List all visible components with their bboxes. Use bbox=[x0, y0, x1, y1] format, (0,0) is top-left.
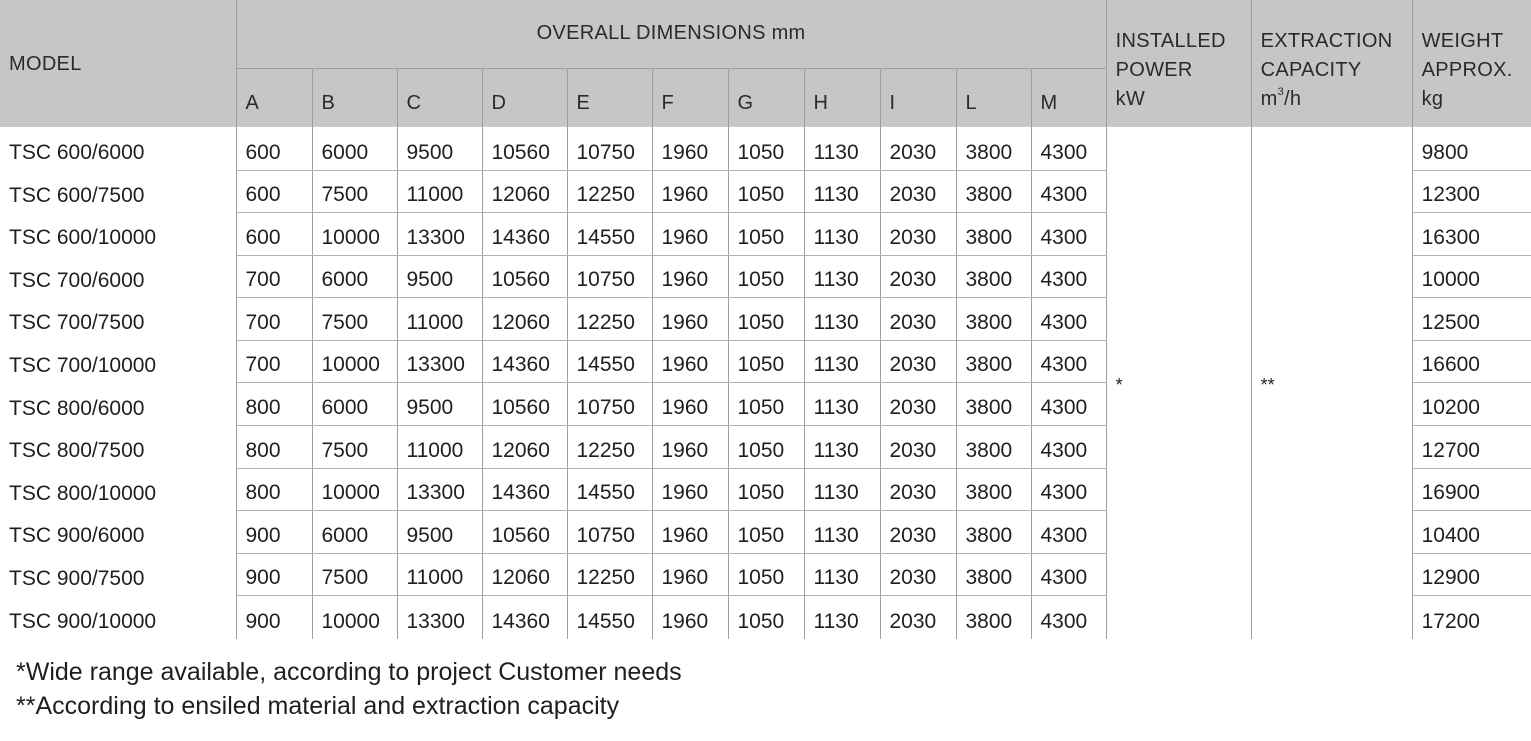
weight-cell: 17200 bbox=[1421, 609, 1480, 633]
dimension-cell-a: 900 bbox=[236, 553, 312, 596]
dimension-cell-e: 12250 bbox=[567, 426, 652, 469]
dimension-cell-e: 14550 bbox=[567, 596, 652, 639]
dimension-cell-l: 3800 bbox=[956, 553, 1031, 596]
dimension-cell-a: 800 bbox=[236, 468, 312, 511]
dimension-header-a: A bbox=[236, 68, 312, 127]
dimension-cell-l: 3800 bbox=[956, 511, 1031, 554]
dimension-cell-i: 2030 bbox=[880, 170, 956, 213]
dimension-cell-b: 10000 bbox=[312, 468, 397, 511]
dimension-cell-e: 10750 bbox=[567, 127, 652, 170]
dimension-header-c: C bbox=[397, 68, 482, 127]
installed-power-header bbox=[1106, 0, 1251, 127]
dimension-cell-b: 6000 bbox=[312, 511, 397, 554]
dimension-cell-i: 2030 bbox=[880, 255, 956, 298]
dimension-cell-f: 1960 bbox=[652, 213, 728, 256]
dimension-cell-m: 4300 bbox=[1031, 213, 1106, 256]
dimension-cell-f: 1960 bbox=[652, 170, 728, 213]
dimension-cell-b: 6000 bbox=[312, 383, 397, 426]
table-body bbox=[0, 127, 1531, 639]
model-cell: TSC 600/7500 bbox=[0, 170, 236, 213]
dimension-cell-f: 1960 bbox=[652, 383, 728, 426]
dimension-cell-h: 1130 bbox=[804, 596, 880, 639]
dimension-cell-m: 4300 bbox=[1031, 170, 1106, 213]
dimension-cell-f: 1960 bbox=[652, 596, 728, 639]
dimension-cell-c: 9500 bbox=[397, 383, 482, 426]
dimension-cell-b: 6000 bbox=[312, 127, 397, 170]
dimension-cell-b: 7500 bbox=[312, 553, 397, 596]
weight-cell: 12700 bbox=[1412, 426, 1531, 469]
dimension-cell-i: 2030 bbox=[880, 298, 956, 341]
dimension-cell-g: 1050 bbox=[728, 170, 804, 213]
dimension-cell-g: 1050 bbox=[728, 383, 804, 426]
model-cell: TSC 600/10000 bbox=[0, 213, 236, 256]
extraction-capacity-header-line2: CAPACITY bbox=[1260, 59, 1362, 81]
dimension-cell-a: 800 bbox=[236, 426, 312, 469]
dimension-cell-a: 600 bbox=[236, 170, 312, 213]
table-header bbox=[0, 0, 1531, 127]
dimension-cell-i: 2030 bbox=[880, 340, 956, 383]
unit-exponent: 3 bbox=[1277, 86, 1284, 98]
dimension-cell-d: 12060 bbox=[482, 298, 567, 341]
dimension-cell-m: 4300 bbox=[1031, 298, 1106, 341]
dimension-cell-h: 1130 bbox=[804, 383, 880, 426]
footnote-extraction-capacity: **According to ensiled material and extraction capacity bbox=[16, 692, 620, 720]
footnotes bbox=[16, 655, 682, 723]
dimension-cell-e: 10750 bbox=[567, 383, 652, 426]
dimension-cell-b: 7500 bbox=[312, 426, 397, 469]
model-header: MODEL bbox=[0, 0, 236, 127]
dimension-cell-c: 9500 bbox=[397, 255, 482, 298]
model-cell: TSC 800/10000 bbox=[0, 468, 236, 511]
dimension-cell-e: 14550 bbox=[567, 340, 652, 383]
dimension-cell-m: 4300 bbox=[1031, 255, 1106, 298]
dimension-cell-b: 6000 bbox=[312, 255, 397, 298]
weight-cell: 9800 bbox=[1412, 127, 1531, 170]
dimension-cell-m: 4300 bbox=[1031, 340, 1106, 383]
dimension-cell-m: 4300 bbox=[1031, 426, 1106, 469]
weight-cell: 16600 bbox=[1412, 340, 1531, 383]
dimension-cell-e: 12250 bbox=[567, 553, 652, 596]
dimension-cell-a: 900 bbox=[236, 596, 312, 639]
dimension-cell-l: 3800 bbox=[956, 170, 1031, 213]
dimension-cell-g: 1050 bbox=[728, 127, 804, 170]
dimension-cell-c: 11000 bbox=[397, 298, 482, 341]
dimension-cell-a: 800 bbox=[236, 383, 312, 426]
dimension-cell-i: 2030 bbox=[880, 468, 956, 511]
dimension-cell-c: 13300 bbox=[397, 340, 482, 383]
dimension-cell-m: 4300 bbox=[1031, 127, 1106, 170]
dimension-cell-d: 10560 bbox=[482, 127, 567, 170]
dimension-cell-e: 12250 bbox=[567, 298, 652, 341]
footnote-installed-power: *Wide range available, according to project Customer needs bbox=[16, 658, 682, 686]
dimension-cell-f: 1960 bbox=[652, 255, 728, 298]
dimension-cell-h: 1130 bbox=[804, 426, 880, 469]
installed-power-cell: * bbox=[1106, 127, 1251, 639]
installed-power-header-line2: POWER bbox=[1115, 59, 1193, 81]
extraction-capacity-cell: ** bbox=[1251, 127, 1412, 639]
dimension-cell-l: 3800 bbox=[956, 426, 1031, 469]
dimension-cell-g: 1050 bbox=[728, 340, 804, 383]
dimension-cell-f: 1960 bbox=[652, 426, 728, 469]
dimension-cell-c: 9500 bbox=[397, 511, 482, 554]
model-cell: TSC 900/10000 bbox=[0, 596, 236, 639]
dimension-header-f: F bbox=[652, 68, 728, 127]
dimension-header-e: E bbox=[567, 68, 652, 127]
weight-cell: 12900 bbox=[1412, 553, 1531, 596]
model-cell: TSC 700/7500 bbox=[0, 298, 236, 341]
dimension-header-b: B bbox=[312, 68, 397, 127]
installed-power-header-unit: kW bbox=[1115, 88, 1146, 110]
dimension-cell-h: 1130 bbox=[804, 213, 880, 256]
dimension-cell-i: 2030 bbox=[880, 596, 956, 639]
dimension-cell-h: 1130 bbox=[804, 468, 880, 511]
dimension-cell-d: 14360 bbox=[482, 596, 567, 639]
dimension-header-l: L bbox=[956, 68, 1031, 127]
dimension-cell-l: 3800 bbox=[956, 468, 1031, 511]
dimension-cell-e: 10750 bbox=[567, 511, 652, 554]
dimension-cell-h: 1130 bbox=[804, 255, 880, 298]
dimension-cell-l: 3800 bbox=[956, 127, 1031, 170]
extraction-capacity-header-unit bbox=[1261, 85, 1412, 114]
table-row bbox=[0, 127, 1531, 170]
dimension-cell-d: 14360 bbox=[482, 213, 567, 256]
dimension-header-h: H bbox=[804, 68, 880, 127]
dimension-cell-c: 13300 bbox=[397, 468, 482, 511]
model-cell: TSC 700/10000 bbox=[0, 340, 236, 383]
model-cell: TSC 600/6000 bbox=[0, 127, 236, 170]
dimension-header-g: G bbox=[728, 68, 804, 127]
dimension-cell-m: 4300 bbox=[1031, 383, 1106, 426]
installed-power-header-line1: INSTALLED bbox=[1115, 30, 1226, 52]
model-cell: TSC 800/6000 bbox=[0, 383, 236, 426]
weight-header-line2: APPROX. bbox=[1421, 59, 1513, 81]
dimension-cell-g: 1050 bbox=[728, 511, 804, 554]
dimension-cell-l: 3800 bbox=[956, 298, 1031, 341]
dimension-cell-f: 1960 bbox=[652, 127, 728, 170]
dimension-cell-a: 700 bbox=[236, 298, 312, 341]
dimension-cell-h: 1130 bbox=[804, 511, 880, 554]
extraction-capacity-header bbox=[1251, 0, 1412, 127]
dimension-cell-i: 2030 bbox=[880, 511, 956, 554]
dimension-cell-g: 1050 bbox=[728, 596, 804, 639]
overall-dimensions-header: OVERALL DIMENSIONS mm bbox=[236, 0, 1106, 68]
weight-cell: 16900 bbox=[1412, 468, 1531, 511]
model-cell: TSC 900/7500 bbox=[0, 553, 236, 596]
dimension-cell-i: 2030 bbox=[880, 426, 956, 469]
dimension-cell-g: 1050 bbox=[728, 426, 804, 469]
dimension-cell-l: 3800 bbox=[956, 383, 1031, 426]
dimension-cell-b: 10000 bbox=[312, 213, 397, 256]
dimension-cell-f: 1960 bbox=[652, 468, 728, 511]
dimension-cell-l: 3800 bbox=[956, 255, 1031, 298]
weight-cell: 12500 bbox=[1412, 298, 1531, 341]
dimension-cell-c: 13300 bbox=[397, 596, 482, 639]
dimension-cell-h: 1130 bbox=[804, 127, 880, 170]
dimension-cell-i: 2030 bbox=[880, 127, 956, 170]
dimension-cell-d: 10560 bbox=[482, 255, 567, 298]
dimension-cell-e: 10750 bbox=[567, 255, 652, 298]
dimension-cell-e: 14550 bbox=[567, 468, 652, 511]
dimension-cell-c: 11000 bbox=[397, 170, 482, 213]
dimension-cell-h: 1130 bbox=[804, 298, 880, 341]
dimension-cell-a: 600 bbox=[236, 127, 312, 170]
dimension-cell-i: 2030 bbox=[880, 213, 956, 256]
dimension-cell-d: 12060 bbox=[482, 426, 567, 469]
dimension-header-d: D bbox=[482, 68, 567, 127]
dimension-cell-d: 10560 bbox=[482, 383, 567, 426]
dimension-cell-m: 4300 bbox=[1031, 596, 1106, 639]
dimension-cell-i: 2030 bbox=[880, 553, 956, 596]
dimension-cell-d: 10560 bbox=[482, 511, 567, 554]
extraction-capacity-header-line1: EXTRACTION bbox=[1260, 30, 1393, 52]
dimension-cell-f: 1960 bbox=[652, 511, 728, 554]
dimension-cell-h: 1130 bbox=[804, 553, 880, 596]
dimension-cell-h: 1130 bbox=[804, 170, 880, 213]
dimension-cell-d: 12060 bbox=[482, 553, 567, 596]
dimension-cell-f: 1960 bbox=[652, 340, 728, 383]
dimension-cell-b: 10000 bbox=[312, 340, 397, 383]
dimension-cell-e: 12250 bbox=[567, 170, 652, 213]
dimension-cell-c: 9500 bbox=[397, 127, 482, 170]
dimension-cell-a: 900 bbox=[236, 511, 312, 554]
model-cell: TSC 900/6000 bbox=[0, 511, 236, 554]
dimension-header-m: M bbox=[1031, 68, 1106, 127]
dimension-cell-a: 700 bbox=[236, 255, 312, 298]
weight-cell: 10400 bbox=[1412, 511, 1531, 554]
dimension-cell-i: 2030 bbox=[880, 383, 956, 426]
dimension-cell-c: 13300 bbox=[397, 213, 482, 256]
dimension-cell-d: 14360 bbox=[482, 340, 567, 383]
dimension-cell-l: 3800 bbox=[956, 596, 1031, 639]
dimension-cell-a: 600 bbox=[236, 213, 312, 256]
model-cell: TSC 800/7500 bbox=[0, 426, 236, 469]
dimension-cell-b: 10000 bbox=[312, 596, 397, 639]
dimension-cell-b: 7500 bbox=[312, 298, 397, 341]
dimension-cell-c: 11000 bbox=[397, 553, 482, 596]
dimension-cell-g: 1050 bbox=[728, 298, 804, 341]
dimension-cell-m: 4300 bbox=[1031, 511, 1106, 554]
dimension-cell-l: 3800 bbox=[956, 340, 1031, 383]
dimension-cell-h: 1130 bbox=[804, 340, 880, 383]
dimension-cell-m: 4300 bbox=[1031, 468, 1106, 511]
dimension-cell-d: 12060 bbox=[482, 170, 567, 213]
unit-suffix: /h bbox=[1283, 88, 1302, 110]
weight-cell: 10000 bbox=[1412, 255, 1531, 298]
dimension-cell-g: 1050 bbox=[728, 213, 804, 256]
weight-cell: 10200 bbox=[1412, 383, 1531, 426]
dimension-cell-l: 3800 bbox=[956, 213, 1031, 256]
dimension-cell-f: 1960 bbox=[652, 298, 728, 341]
weight-header bbox=[1412, 0, 1531, 127]
dimension-cell-f: 1960 bbox=[652, 553, 728, 596]
weight-header-line1: WEIGHT bbox=[1421, 30, 1504, 52]
dimension-cell-e: 14550 bbox=[567, 213, 652, 256]
unit-base: m bbox=[1260, 88, 1278, 110]
weight-cell: 16300 bbox=[1412, 213, 1531, 256]
dimension-cell-c: 11000 bbox=[397, 426, 482, 469]
model-cell: TSC 700/6000 bbox=[0, 255, 236, 298]
dimension-cell-d: 14360 bbox=[482, 468, 567, 511]
dimension-cell-g: 1050 bbox=[728, 255, 804, 298]
weight-cell: 12300 bbox=[1412, 170, 1531, 213]
dimension-cell-g: 1050 bbox=[728, 553, 804, 596]
weight-header-unit: kg bbox=[1421, 88, 1444, 110]
dimension-cell-a: 700 bbox=[236, 340, 312, 383]
dimension-header-i: I bbox=[880, 68, 956, 127]
dimension-cell-b: 7500 bbox=[312, 170, 397, 213]
dimension-cell-g: 1050 bbox=[728, 468, 804, 511]
dimension-cell-m: 4300 bbox=[1031, 553, 1106, 596]
